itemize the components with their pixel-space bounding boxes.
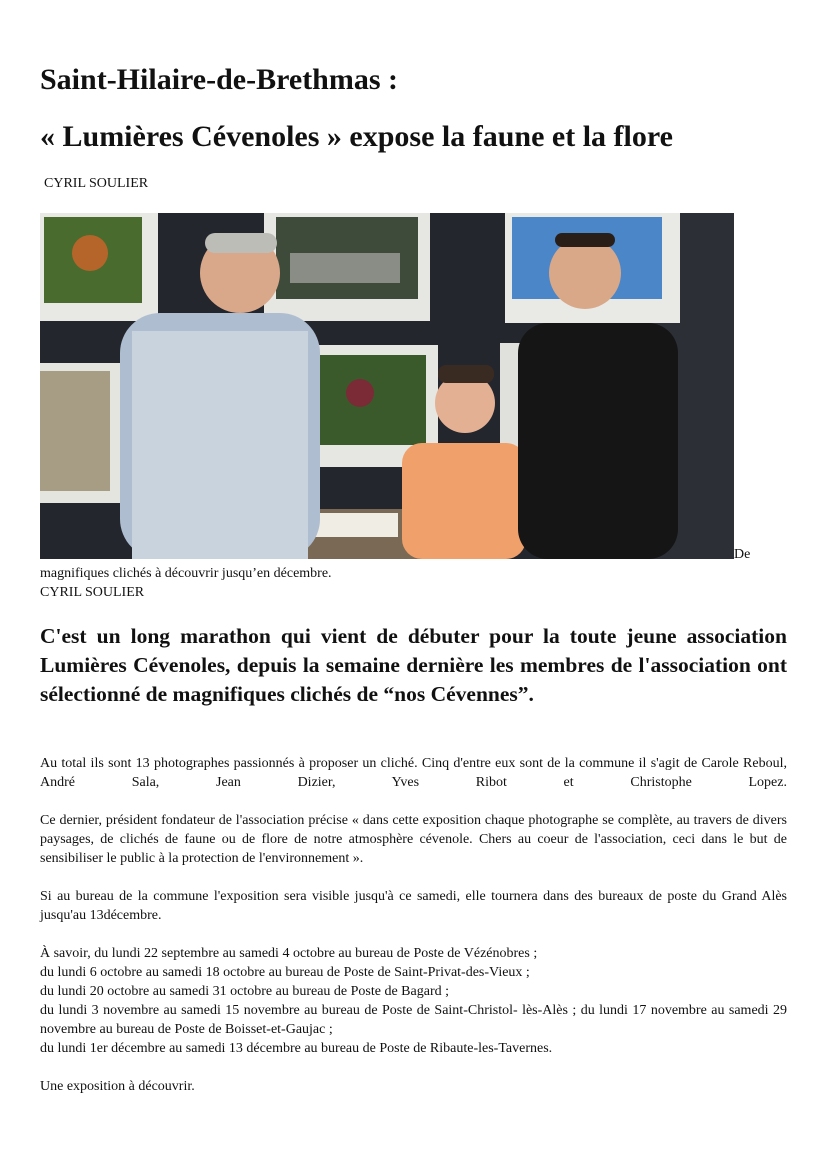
- paragraph: Au total ils sont 13 photographes passionnés à proposer un cliché. Cinq d'entre eux sont de la commune il s'agit de Carole Reboul, André Sala, Jean Dizier, Yves Ribot et Christophe Lopez.: [40, 756, 787, 790]
- schedule-item: du lundi 20 octobre au samedi 31 octobre au bureau de Poste de Bagard ;: [40, 984, 449, 999]
- photo-caption: magnifiques clichés à découvrir jusqu’en décembre.: [40, 566, 332, 581]
- paragraph: Si au bureau de la commune l'exposition sera visible jusqu'à ce samedi, elle tournera dans des bureaux de poste du Grand Alès jusqu'au 13décembre.: [40, 889, 787, 923]
- schedule-item: du lundi 3 novembre au samedi 15 novembre au bureau de Poste de Saint-Christol- lès-Alès ; du lundi 17 novembre au samedi 29 novembre au bureau de Poste de Boisset-et-Gaujac ;: [40, 1003, 787, 1037]
- photo-caption-start: De: [734, 547, 751, 562]
- article-title-line2: « Lumières Cévenoles » expose la faune et la flore: [40, 120, 673, 153]
- article-photo: [40, 213, 734, 559]
- schedule-item: du lundi 6 octobre au samedi 18 octobre au bureau de Poste de Saint-Privat-des-Vieux ;: [40, 965, 530, 980]
- schedule-item: du lundi 1er décembre au samedi 13 décembre au bureau de Poste de Ribaute-les-Tavernes.: [40, 1041, 553, 1056]
- schedule-item: À savoir, du lundi 22 septembre au samedi 4 octobre au bureau de Poste de Vézénobres ;: [40, 946, 538, 961]
- paragraph: Ce dernier, président fondateur de l'association précise « dans cette exposition chaque photographe se complète, au travers de divers paysages, de clichés de faune ou de flore de notre atmosphère cévenole. Chers au coeur de l'association, ceci dans le but de sensibiliser le public à la protection de l'environnement ».: [40, 813, 787, 866]
- photo-illustration: [40, 213, 734, 559]
- article-lead: C'est un long marathon qui vient de débuter pour la toute jeune association Lumières Cévenoles, depuis la semaine dernière les membres de l'association ont sélectionné de magnifiques clichés de “nos Cévennes”.: [40, 624, 787, 706]
- article-body: [40, 754, 787, 1115]
- article-title-line1: Saint-Hilaire-de-Brethmas :: [40, 63, 399, 96]
- photo-credit: CYRIL SOULIER: [40, 585, 145, 600]
- closing-line: Une exposition à découvrir.: [40, 1079, 195, 1094]
- byline: CYRIL SOULIER: [44, 176, 149, 191]
